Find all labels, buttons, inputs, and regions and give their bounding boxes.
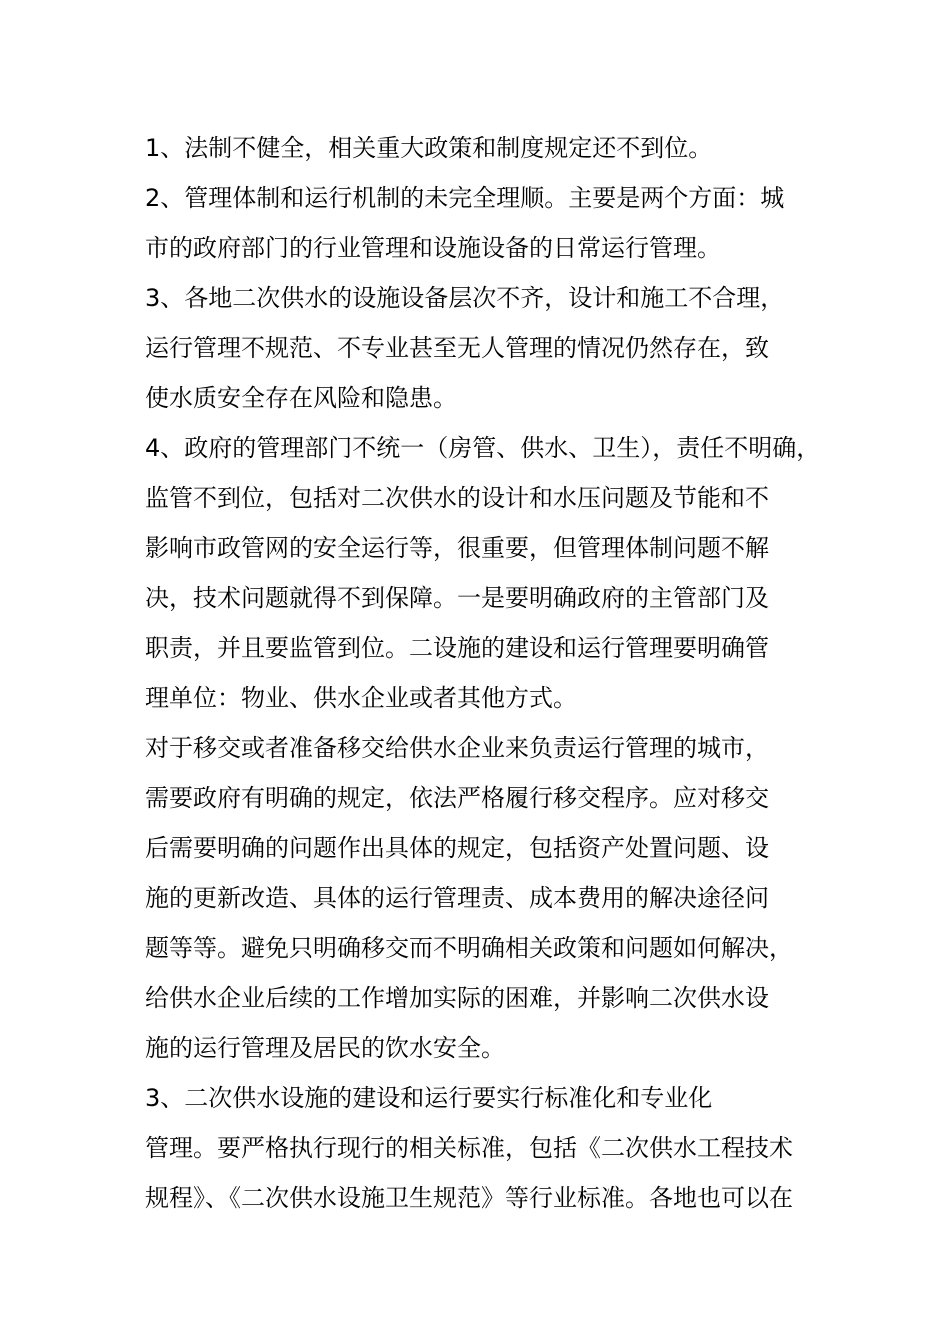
text-line: 职责，并且要监管到位。二设施的建设和运行管理要明确管 bbox=[145, 634, 769, 662]
text-line: 后需要明确的问题作出具体的规定，包括资产处置问题、设 bbox=[145, 834, 769, 862]
text-line: 3、二次供水设施的建设和运行要实行标准化和专业化 bbox=[145, 1084, 713, 1112]
text-line: 规程》、《二次供水设施卫生规范》等行业标准。各地也可以在 bbox=[145, 1184, 793, 1212]
text-line: 影响市政管网的安全运行等，很重要，但管理体制问题不解 bbox=[145, 534, 769, 562]
text-line: 1、法制不健全，相关重大政策和制度规定还不到位。 bbox=[145, 134, 713, 162]
text-line: 运行管理不规范、不专业甚至无人管理的情况仍然存在，致 bbox=[145, 334, 769, 362]
text-line: 施的运行管理及居民的饮水安全。 bbox=[145, 1034, 505, 1062]
text-line: 管理。要严格执行现行的相关标准，包括《二次供水工程技术 bbox=[145, 1134, 793, 1162]
text-line: 题等等。避免只明确移交而不明确相关政策和问题如何解决， bbox=[145, 934, 793, 962]
text-line: 监管不到位，包括对二次供水的设计和水压问题及节能和不 bbox=[145, 484, 769, 512]
text-line: 市的政府部门的行业管理和设施设备的日常运行管理。 bbox=[145, 234, 721, 262]
text-line: 理单位：物业、供水企业或者其他方式。 bbox=[145, 684, 577, 712]
text-line: 需要政府有明确的规定，依法严格履行移交程序。应对移交 bbox=[145, 784, 769, 812]
text-line: 4、政府的管理部门不统一（房管、供水、卫生），责任不明确， bbox=[145, 434, 821, 462]
text-line: 对于移交或者准备移交给供水企业来负责运行管理的城市， bbox=[145, 734, 769, 762]
text-line: 决，技术问题就得不到保障。一是要明确政府的主管部门及 bbox=[145, 584, 769, 612]
text-line: 使水质安全存在风险和隐患。 bbox=[145, 384, 457, 412]
text-line: 3、各地二次供水的设施设备层次不齐，设计和施工不合理， bbox=[145, 284, 785, 312]
text-line: 给供水企业后续的工作增加实际的困难，并影响二次供水设 bbox=[145, 984, 769, 1012]
text-line: 施的更新改造、具体的运行管理责、成本费用的解决途径问 bbox=[145, 884, 769, 912]
text-line: 2、管理体制和运行机制的未完全理顺。主要是两个方面：城 bbox=[145, 184, 785, 212]
